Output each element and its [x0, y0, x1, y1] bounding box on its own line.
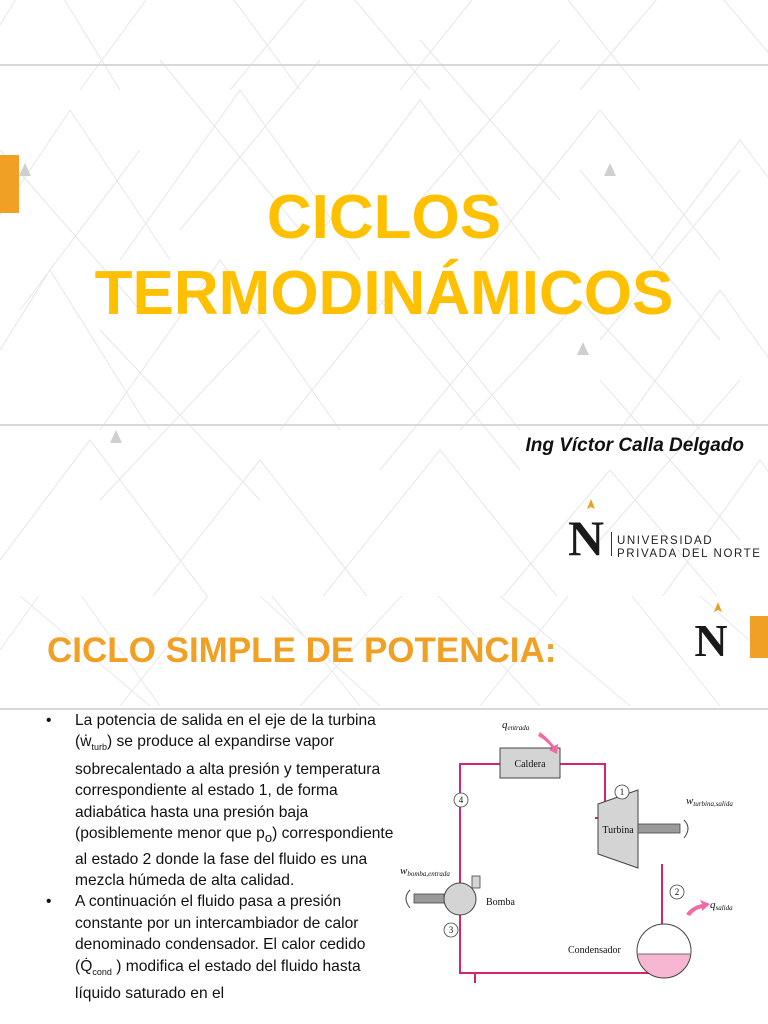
- pump-outlet: [472, 876, 480, 888]
- title-line-2: TERMODINÁMICOS: [94, 259, 674, 328]
- w-turbine-main: w: [686, 795, 694, 807]
- logo-divider: [611, 532, 612, 556]
- state-3-label: 3: [448, 925, 454, 935]
- power-symbol: [80, 733, 107, 753]
- turbine-label: Turbina: [602, 825, 634, 836]
- university-logo-icon: [690, 600, 734, 660]
- presentation-title: [0, 180, 768, 332]
- logo-mark: N: [694, 615, 728, 660]
- logo-mark: N: [567, 510, 605, 559]
- heat-out-arrow-icon: [686, 900, 710, 916]
- bullet-list: [40, 710, 405, 1005]
- university-name-line-1: UNIVERSIDAD: [617, 535, 714, 547]
- w-pump-main: w: [400, 865, 408, 877]
- power-symbol-main: ẇ: [80, 733, 92, 751]
- q-out-subscript: salida: [715, 904, 733, 912]
- pump: [444, 883, 476, 915]
- q-out-main: q: [710, 899, 716, 911]
- title-line-1: CICLOS: [266, 183, 502, 252]
- university-name: [617, 535, 762, 561]
- slide-title: CICLO SIMPLE DE POTENCIA:: [47, 631, 557, 670]
- w-pump-subscript: bomba,entrada: [407, 870, 450, 878]
- bullet-text: ) modifica el estado del fluido hasta líquido saturado en el: [75, 957, 361, 1003]
- heat-symbol-main: Q̇: [80, 957, 93, 975]
- q-in-label: [502, 719, 530, 732]
- bullet-item: [40, 710, 405, 891]
- pump-shaft: [414, 894, 444, 903]
- bullet-text: La potencia de salida en el eje de la turbina (: [75, 712, 376, 751]
- q-out-label: [710, 899, 733, 912]
- bullet-text: ) correspondiente al estado 2 donde la fase del fluido es una mezcla húmeda de alta calidad.: [75, 825, 394, 890]
- content-slide: [0, 596, 768, 1024]
- bullet-text: ) se produce al expandirse vapor sobrecalentado a alta presión y temperatura correspondiente al estado 1, de forma adiabática hasta una presión baja (posiblemente menor que p: [75, 733, 381, 843]
- w-turbine-subscript: turbina,salida: [693, 800, 733, 808]
- w-pump-label: [400, 865, 450, 878]
- power-symbol-subscript: turb: [91, 742, 107, 753]
- state-4-label: 4: [458, 795, 464, 805]
- university-name-line-2: PRIVADA DEL NORTE: [617, 548, 762, 560]
- state-1-label: 1: [619, 787, 625, 797]
- q-in-subscript: entrada: [507, 724, 530, 732]
- w-turbine-label: [686, 795, 733, 808]
- pump-label: Bomba: [486, 897, 515, 908]
- separator-line: [0, 424, 768, 426]
- author-name: Ing Víctor Calla Delgado: [525, 435, 744, 456]
- state-2-label: 2: [674, 887, 680, 897]
- bullet-marker: •: [46, 712, 52, 729]
- university-logo-icon: [560, 497, 612, 559]
- heat-symbol: [80, 958, 112, 975]
- condenser-label: Condensador: [568, 945, 621, 956]
- bullet-item: [40, 891, 405, 1004]
- heat-symbol-subscript: cond: [92, 966, 112, 977]
- separator-line: [0, 64, 768, 66]
- q-in-main: q: [502, 719, 508, 731]
- bullet-marker: •: [46, 893, 52, 911]
- turbine-shaft: [638, 824, 680, 833]
- rankine-cycle-diagram: [400, 716, 768, 1016]
- boiler-label: Caldera: [514, 759, 546, 770]
- accent-bar: [750, 616, 768, 658]
- pressure-subscript: o: [264, 830, 273, 846]
- rotation-arrow-icon: [406, 890, 410, 908]
- rotation-arrow-icon: [684, 820, 688, 838]
- bullet-text: A continuación el fluido pasa a presión constante por un intercambiador de calor denominado condensador. El calor cedido (: [75, 893, 366, 975]
